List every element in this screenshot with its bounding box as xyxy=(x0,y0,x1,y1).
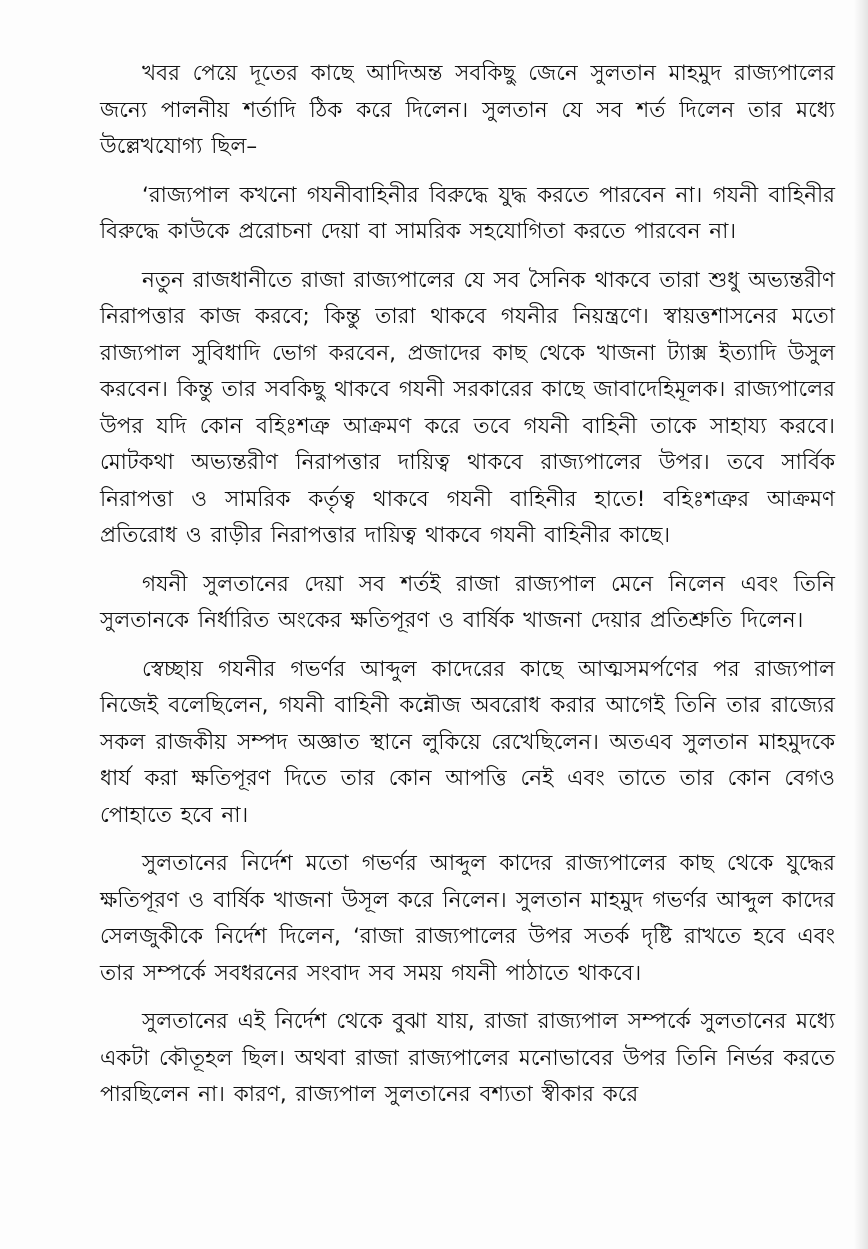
paragraph-4: গযনী সুলতানের দেয়া সব শর্তই রাজা রাজ্যপাল মেনে নিলেন এবং তিনি সুলতানকে নির্ধারিত অংকের ক্ষতিপূরণ ও বার্ষিক খাজনা দেয়ার প্রতিশ্রুতি দিলেন। xyxy=(100,571,835,633)
paragraph-2: ‘রাজ্যপাল কখনো গযনীবাহিনীর বিরুদ্ধে যুদ্ধ করতে পারবেন না। গযনী বাহিনীর বিরুদ্ধে কাউকে প্ররোচনা দেয়া বা সামরিক সহযোগিতা করতে পারবেন না। xyxy=(100,182,835,244)
body-text xyxy=(100,56,835,1126)
paragraph-3: নতুন রাজধানীতে রাজা রাজ্যপালের যে সব সৈনিক থাকবে তারা শুধু অভ্যন্তরীণ নিরাপত্তার কাজ করবে; কিন্তু তারা থাকবে গযনীর নিয়ন্ত্রণে। স্বায়ত্তশাসনের মতো রাজ্যপাল সুবিধাদি ভোগ করবেন, প্রজাদের কাছ থেকে খাজনা ট্যাক্স ইত্যাদি উসুল করবেন। কিন্তু তার সবকিছু থাকবে গযনী সরকারের কাছে জাবাদেহিমূলক। রাজ্যপালের উপর যদি কোন বহিঃশত্রু আক্রমণ করে তবে গযনী বাহিনী তাকে সাহায্য করবে। মোটকথা অভ্যন্তরীণ নিরাপত্তার দায়িত্ব থাকবে রাজ্যপালের উপর। তবে সার্বিক নিরাপত্তা ও সামরিক কর্তৃত্ব থাকবে গযনী বাহিনীর হাতে! বহিঃশত্রুর আক্রমণ প্রতিরোধ ও রাড়ীর নিরাপত্তার দায়িত্ব থাকবে গযনী বাহিনীর কাছে। xyxy=(100,267,835,548)
paragraph-1: খবর পেয়ে দূতের কাছে আদিঅন্ত সবকিছু জেনে সুলতান মাহমুদ রাজ্যপালের জন্যে পালনীয় শর্তাদি ঠিক করে দিলেন। সুলতান যে সব শর্ত দিলেন তার মধ্যে উল্লেখযোগ্য ছিল– xyxy=(100,61,835,159)
paragraph-7: সুলতানের এই নির্দেশ থেকে বুঝা যায়, রাজা রাজ্যপাল সম্পর্কে সুলতানের মধ্যে একটা কৌতূহল ছিল। অথবা রাজা রাজ্যপালের মনোভাবের উপর তিনি নির্ভর করতে পারছিলেন না। কারণ, রাজ্যপাল সুলতানের বশ্যতা স্বীকার করে xyxy=(100,1009,835,1107)
page-edge-shadow xyxy=(854,0,868,1249)
paragraph-5: স্বেচ্ছায় গযনীর গভর্ণর আব্দুল কাদেরের কাছে আত্মসমর্পণের পর রাজ্যপাল নিজেই বলেছিলেন, গযনী বাহিনী কন্নৌজ অবরোধ করার আগেই তিনি তার রাজ্যের সকল রাজকীয় সম্পদ অজ্ঞাত স্থানে লুকিয়ে রেখেছিলেন। অতএব সুলতান মাহমুদকে ধার্য করা ক্ষতিপূরণ দিতে তার কোন আপত্তি নেই এবং তাতে তার কোন বেগও পোহাতে হবে না। xyxy=(100,656,835,828)
paragraph-6: সুলতানের নির্দেশ মতো গভর্ণর আব্দুল কাদের রাজ্যপালের কাছ থেকে যুদ্ধের ক্ষতিপূরণ ও বার্ষিক খাজনা উসূল করে নিলেন। সুলতান মাহমুদ গভর্ণর আব্দুল কাদের সেলজুকীকে নির্দেশ দিলেন, ‘রাজা রাজ্যপালের উপর সতর্ক দৃষ্টি রাখতে হবে এবং তার সম্পর্কে সবধরনের সংবাদ সব সময় গযনী পাঠাতে থাকবে। xyxy=(100,851,835,986)
